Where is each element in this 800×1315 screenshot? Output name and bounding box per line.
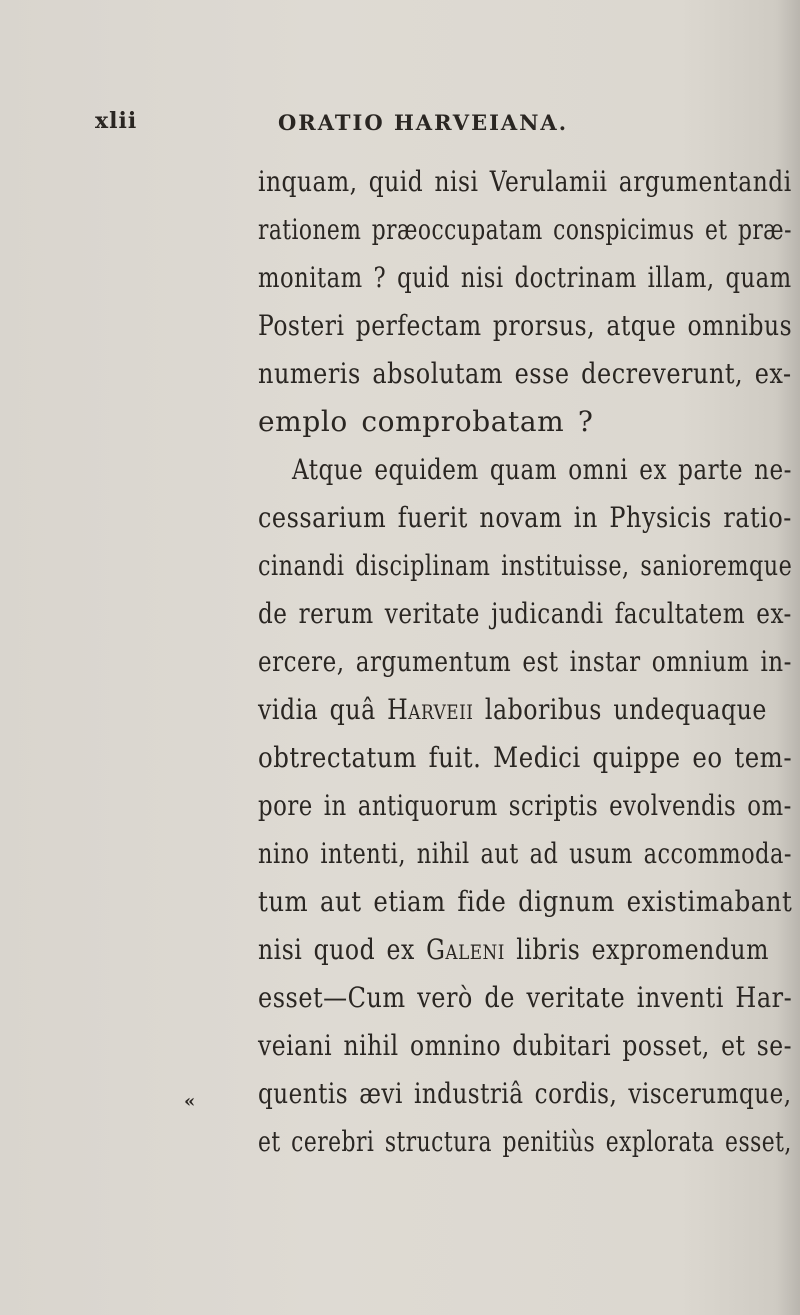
text-line: quentis ævi industriâ cordis, viscerumque, bbox=[258, 1077, 792, 1110]
text-line: pore in antiquorum scriptis evolvendis om- bbox=[258, 789, 792, 822]
text-line: cessarium fuerit novam in Physicis ratio- bbox=[258, 501, 792, 534]
margin-mark: « bbox=[184, 1091, 196, 1112]
small-caps-name: Galeni bbox=[426, 933, 505, 966]
text-line: emplo comprobatam ? bbox=[258, 405, 594, 438]
text-line: Posteri perfectam prorsus, atque omnibus bbox=[258, 309, 793, 342]
text-line: esset—Cum verò de veritate inventi Har- bbox=[258, 981, 793, 1014]
text-line: monitam ? quid nisi doctrinam illam, quam bbox=[258, 261, 792, 294]
running-title: ORATIO HARVEIANA. bbox=[278, 110, 568, 135]
text-line: numeris absolutam esse decreverunt, ex- bbox=[258, 357, 792, 390]
text-line: tum aut etiam fide dignum existimabant bbox=[258, 885, 793, 918]
text-line: obtrectatum fuit. Medici quippe eo tem- bbox=[258, 741, 793, 774]
text-line: nisi quod ex Galeni libris expromendum bbox=[258, 933, 769, 966]
text-line: vidia quâ Harveii laboribus undequaque bbox=[258, 693, 767, 726]
small-caps-name: Harveii bbox=[387, 693, 474, 726]
text-line: et cerebri structura penitiùs explorata esset, bbox=[258, 1125, 792, 1158]
text-line: nino intenti, nihil aut ad usum accommoda- bbox=[258, 837, 792, 870]
text-line: de rerum veritate judicandi facultatem ex- bbox=[258, 597, 792, 630]
text-line: cinandi disciplinam instituisse, sanioremque bbox=[258, 549, 793, 582]
text-line: rationem præoccupatam conspicimus et præ- bbox=[258, 213, 792, 246]
page-number: xlii bbox=[95, 108, 138, 134]
text-line: inquam, quid nisi Verulamii argumentandi bbox=[258, 165, 792, 198]
text-line: Atque equidem quam omni ex parte ne- bbox=[292, 453, 792, 486]
text-line: ercere, argumentum est instar omnium in- bbox=[258, 645, 792, 678]
running-head bbox=[95, 108, 715, 138]
text-line: veiani nihil omnino dubitari posset, et se- bbox=[258, 1029, 793, 1062]
